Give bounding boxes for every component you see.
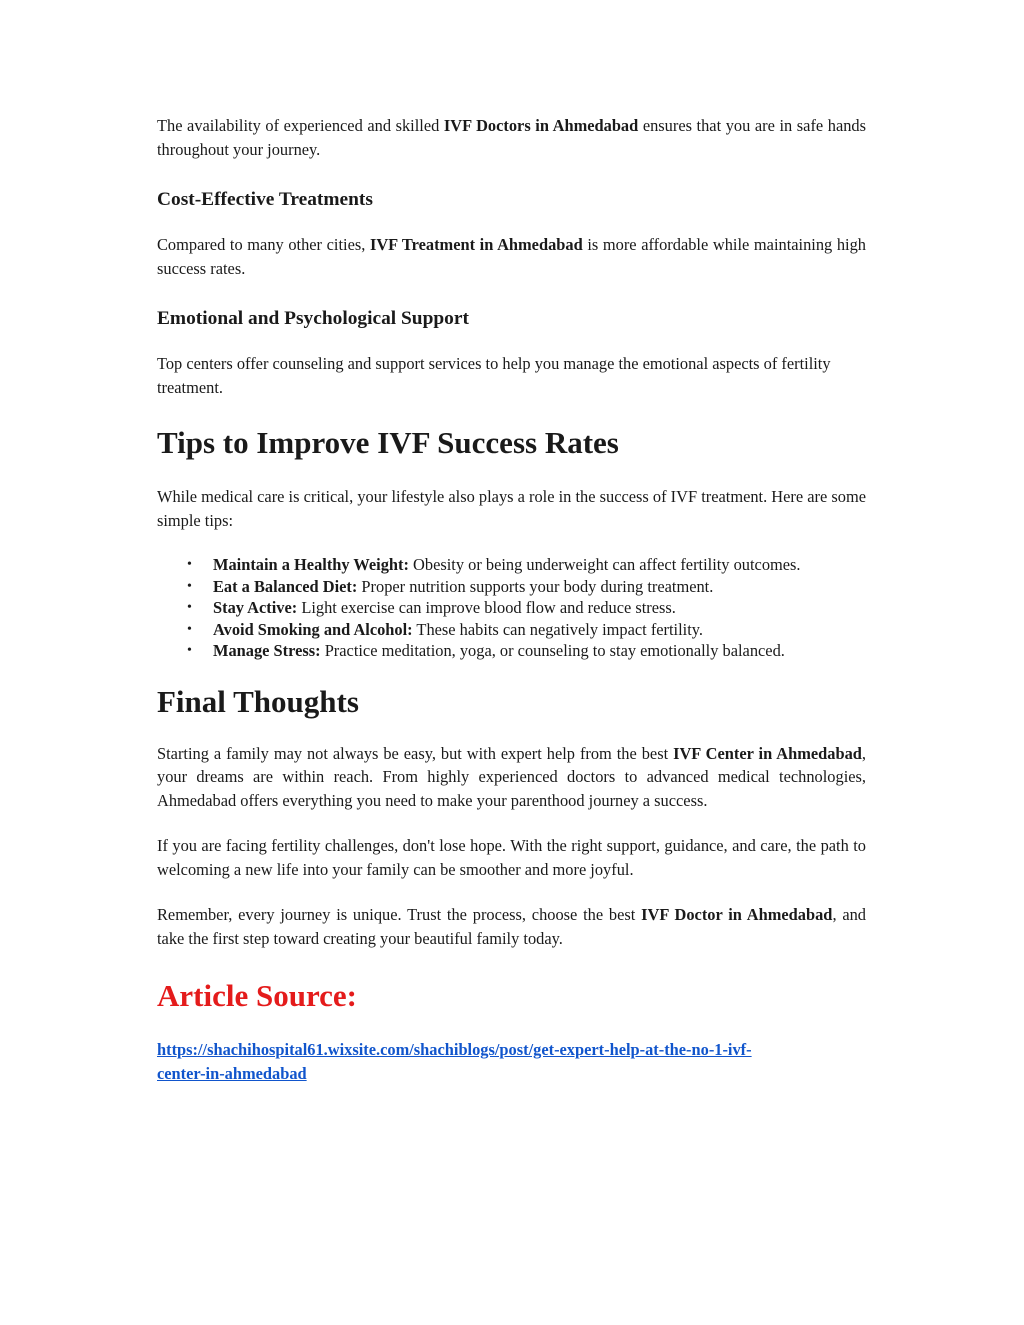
article-source-heading: Article Source: xyxy=(157,978,357,1013)
list-item: • Avoid Smoking and Alcohol: These habits can negatively impact fertility. xyxy=(213,619,866,641)
final-paragraph-1: Starting a family may not always be easy, but with expert help from the best IVF Center in Ahmedabad, your dreams are within reach. From highly experienced doctors to advanced medical technologies, Ahmedabad offers everything you need to make your parenthood journey a success. xyxy=(157,743,867,810)
article-source-link[interactable]: https://shachihospital61.wixsite.com/shachiblogs/post/get-expert-help-at-the-no-1-ivf- center-in-ahmedabad xyxy=(157,1040,752,1083)
tips-heading: Tips to Improve IVF Success Rates xyxy=(157,425,619,460)
list-item: • Maintain a Healthy Weight: Obesity or being underweight can affect fertility outcomes. xyxy=(213,554,866,576)
list-item: • Manage Stress: Practice meditation, yoga, or counseling to stay emotionally balanced. xyxy=(213,640,866,662)
intro-paragraph: The availability of experienced and skilled IVF Doctors in Ahmedabad ensures that you are in safe hands throughout your journey. xyxy=(157,116,867,159)
cost-effective-heading: Cost-Effective Treatments xyxy=(157,189,373,210)
ivf-doctors-emphasis: IVF Doctors in Ahmedabad xyxy=(443,116,639,135)
ivf-treatment-emphasis: IVF Treatment in Ahmedabad xyxy=(369,235,583,254)
final-thoughts-heading: Final Thoughts xyxy=(157,683,359,719)
ivf-doctor-emphasis: IVF Doctor in Ahmedabad xyxy=(641,905,833,924)
emotional-paragraph: Top centers offer counseling and support services to help you manage the emotional aspects of fertility treatment. xyxy=(157,354,831,397)
final-paragraph-2: If you are facing fertility challenges, don't lose hope. With the right support, guidance, and care, the path to welcoming a new life into your family can be smoother and more joyful. xyxy=(157,836,866,879)
tips-intro-paragraph: While medical care is critical, your lifestyle also plays a role in the success of IVF treatment. Here are some simple tips: xyxy=(157,487,866,530)
ivf-center-emphasis: IVF Center in Ahmedabad xyxy=(673,743,862,763)
tips-list xyxy=(157,554,866,662)
cost-paragraph: Compared to many other cities, IVF Treatment in Ahmedabad is more affordable while maintaining high success rates. xyxy=(157,235,866,278)
list-item: • Stay Active: Light exercise can improve blood flow and reduce stress. xyxy=(213,597,866,619)
source-link-paragraph xyxy=(157,1038,866,1085)
final-paragraph-3: Remember, every journey is unique. Trust the process, choose the best IVF Doctor in Ahmedabad, and take the first step toward creating your beautiful family today. xyxy=(157,905,866,948)
emotional-support-heading: Emotional and Psychological Support xyxy=(157,308,469,329)
list-item: • Eat a Balanced Diet: Proper nutrition supports your body during treatment. xyxy=(213,576,866,598)
